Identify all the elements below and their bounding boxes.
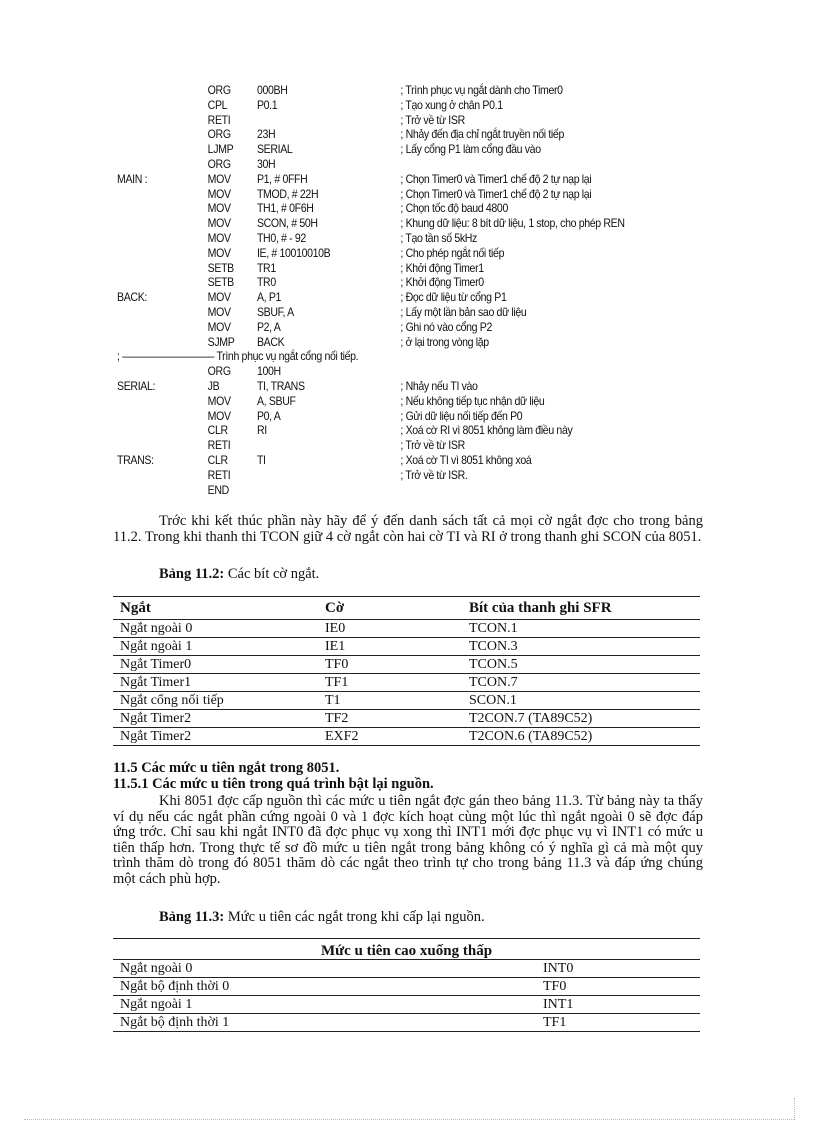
- code-line: [0, 157, 718, 172]
- code-line: [0, 261, 718, 276]
- cell-sfr-bit: TCON.7: [469, 675, 518, 690]
- table-row: [113, 728, 700, 746]
- code-opcode: MOV: [207, 230, 231, 245]
- caption-label: Bảng 11.2:: [159, 566, 225, 582]
- paragraph-flags-intro: Trớc khi kết thúc phần này hãy để ý đến danh sách tất cả mọi cờ ngắt đợc cho trong bảng 11.2. Trong khi thanh thi TCON giữ 4 cờ ngắt còn hai cờ TI và RI ở trong thanh ghi SCON của 8051.: [113, 513, 703, 545]
- table-row: [113, 620, 700, 638]
- table-row: [113, 638, 700, 656]
- code-label: SERIAL:: [117, 378, 156, 393]
- code-comment: ; Lấy một lần bản sao dữ liệu: [400, 304, 527, 319]
- cell-flag: EXF2: [325, 729, 359, 744]
- code-opcode: JB: [207, 378, 220, 393]
- table-row: [113, 656, 700, 674]
- cell-sfr-bit: SCON.1: [469, 693, 517, 708]
- code-opcode: MOV: [207, 408, 231, 423]
- code-line: [0, 231, 718, 246]
- code-line: [0, 468, 718, 483]
- table-11-3-caption: [159, 909, 485, 926]
- cell-interrupt: Ngắt Timer0: [120, 657, 192, 672]
- cell-flag: IE0: [325, 621, 346, 636]
- cell-interrupt: Ngắt bộ định thời 0: [120, 979, 230, 994]
- cell-interrupt: Ngắt ngoài 0: [120, 621, 193, 636]
- code-line: [0, 364, 718, 379]
- table-header-row: [113, 938, 700, 960]
- header-sfr-bit: Bít của thanh ghi SFR: [469, 600, 612, 616]
- code-comment: ; Trình phục vụ ngắt dành cho Timer0: [400, 83, 563, 97]
- code-opcode: SETB: [207, 275, 234, 290]
- cell-interrupt: Ngắt ngoài 1: [120, 639, 193, 654]
- caption-text: Các bít cờ ngắt.: [224, 566, 320, 582]
- code-line: [0, 379, 718, 394]
- code-opcode: MOV: [207, 245, 231, 260]
- code-line: [0, 349, 718, 364]
- cell-flag: TF2: [325, 711, 349, 726]
- code-operand: P0.1: [256, 97, 278, 112]
- cell-flag: T1: [325, 693, 341, 708]
- code-opcode: CPL: [207, 97, 228, 112]
- code-line: [0, 275, 718, 290]
- cell-source: TF0: [543, 979, 567, 994]
- code-operand: TH0, # - 92: [256, 230, 306, 245]
- code-operand: SERIAL: [256, 142, 293, 157]
- code-opcode: RETI: [207, 438, 231, 453]
- code-opcode: MOV: [207, 186, 231, 201]
- code-opcode: LJMP: [207, 142, 234, 157]
- code-line: [0, 187, 718, 202]
- code-comment: ; Trở về từ ISR: [400, 112, 465, 127]
- code-opcode: CLR: [207, 423, 228, 438]
- cell-sfr-bit: TCON.3: [469, 639, 518, 654]
- cell-interrupt: Ngắt ngoài 1: [120, 997, 193, 1012]
- table-11-2-caption: [159, 566, 319, 583]
- cell-flag: TF0: [325, 657, 349, 672]
- code-line: [0, 423, 718, 438]
- section-heading: 11.5 Các mức u tiên ngắt trong 8051.: [113, 760, 340, 776]
- code-comment: ; Chọn tốc độ baud 4800: [400, 201, 508, 216]
- cell-interrupt: Ngắt Timer1: [120, 675, 192, 690]
- code-line: [0, 335, 718, 350]
- assembly-code-listing: [0, 83, 718, 497]
- code-operand: TR0: [256, 275, 276, 290]
- code-label: MAIN :: [117, 171, 148, 186]
- code-operand: A, P1: [256, 290, 282, 305]
- code-operand: 000BH: [256, 83, 288, 97]
- header-interrupt: Ngắt: [120, 600, 151, 616]
- code-comment: ; Tạo xung ở chân P0.1: [400, 97, 503, 112]
- code-line: [0, 438, 718, 453]
- cell-interrupt: Ngắt Timer2: [120, 711, 192, 726]
- code-line: [0, 483, 718, 498]
- code-opcode: CLR: [207, 452, 228, 467]
- code-comment: ; Gửi dữ liệu nối tiếp đến P0: [400, 408, 523, 423]
- code-comment: ; Nhảy nếu TI vào: [400, 378, 478, 393]
- cell-sfr-bit: T2CON.6 (TA89C52): [469, 729, 593, 744]
- caption-text: Mức u tiên các ngắt trong khi cấp lại nguồn.: [224, 909, 485, 925]
- table-row: [113, 960, 700, 978]
- cell-interrupt: Ngắt bộ định thời 1: [120, 1015, 230, 1030]
- code-opcode: ORG: [207, 364, 231, 379]
- code-opcode: MOV: [207, 393, 231, 408]
- priority-table: [113, 938, 700, 1032]
- code-operand: P0, A: [256, 408, 281, 423]
- code-operand: P2, A: [256, 319, 281, 334]
- code-operand: 23H: [256, 127, 276, 142]
- code-line: [0, 305, 718, 320]
- code-comment: ; Khởi động Timer0: [400, 275, 484, 290]
- code-operand: TI: [256, 452, 266, 467]
- code-comment: ; Ghi nó vào cổng P2: [400, 319, 492, 334]
- code-operand: TI, TRANS: [256, 378, 305, 393]
- code-opcode: MOV: [207, 216, 231, 231]
- code-opcode: MOV: [207, 290, 231, 305]
- code-line: [0, 172, 718, 187]
- code-opcode: MOV: [207, 171, 231, 186]
- cell-interrupt: Ngắt Timer2: [120, 729, 192, 744]
- code-line: [0, 246, 718, 261]
- code-comment: ; Chọn Timer0 và Timer1 chế độ 2 tự nạp lại: [400, 171, 592, 186]
- page-border-bottom: [24, 1119, 794, 1120]
- code-operand: SCON, # 50H: [256, 216, 318, 231]
- code-opcode: END: [207, 482, 229, 497]
- code-line: [0, 98, 718, 113]
- code-comment: ; Nhảy đến địa chỉ ngắt truyền nối tiếp: [400, 127, 564, 142]
- code-label: BACK:: [117, 290, 147, 305]
- code-comment: ; Xoá cờ TI vì 8051 không xoá: [400, 452, 532, 467]
- code-comment: ; Nếu không tiếp tục nhận dữ liệu: [400, 393, 545, 408]
- paragraph-priority: Khi 8051 đợc cấp nguồn thì các mức u tiên ngắt đợc gán theo bảng 11.3. Từ bảng này ta thấy ví dụ nếu các ngắt phần cứng ngoài 0 và 1 đợc kích hoạt cùng một lúc thì ngắt ngoài 0 sẽ đợc đáp ứng trớc. Chỉ sau khi ngắt INT0 đã đợc phục vụ xong thì INT1 mới đợc phục vụ vì INT1 có mức u tiên thấp hơn. Trong thực tế sơ đồ mức u tiên ngắt trong bảng không có ý nghĩa gì cả mà một quy trình thăm dò trong đó 8051 thăm dò các ngắt theo trình tự cho trong bảng 11.3 và đáp ứng chúng một cách phù hợp.: [113, 793, 703, 887]
- code-line: [0, 142, 718, 157]
- code-comment: ; ở lại trong vòng lặp: [400, 334, 489, 349]
- cell-sfr-bit: TCON.1: [469, 621, 518, 636]
- page-border-right: [794, 1098, 795, 1120]
- code-section-comment: ; ————————— Trình phục vụ ngắt cổng nối tiếp.: [117, 349, 359, 364]
- code-opcode: SJMP: [207, 334, 235, 349]
- code-operand: 100H: [256, 364, 281, 379]
- code-comment: ; Đọc dữ liệu từ cổng P1: [400, 290, 507, 305]
- code-opcode: ORG: [207, 127, 231, 142]
- cell-flag: TF1: [325, 675, 349, 690]
- cell-interrupt: Ngắt cổng nối tiếp: [120, 693, 224, 708]
- table-row: [113, 978, 700, 996]
- code-line: [0, 394, 718, 409]
- code-opcode: SETB: [207, 260, 234, 275]
- code-opcode: RETI: [207, 112, 231, 127]
- table-row: [113, 692, 700, 710]
- code-operand: P1, # 0FFH: [256, 171, 308, 186]
- table-row: [113, 674, 700, 692]
- code-operand: TMOD, # 22H: [256, 186, 319, 201]
- code-comment: ; Lấy cổng P1 làm cổng đầu vào: [400, 142, 541, 157]
- cell-interrupt: Ngắt ngoài 0: [120, 961, 193, 976]
- code-line: [0, 409, 718, 424]
- cell-source: INT1: [543, 997, 574, 1012]
- code-line: [0, 453, 718, 468]
- code-operand: A, SBUF: [256, 393, 296, 408]
- code-line: [0, 290, 718, 305]
- interrupt-flags-table: [113, 596, 700, 746]
- code-comment: ; Chọn Timer0 và Timer1 chế độ 2 tự nạp lại: [400, 186, 592, 201]
- code-operand: TR1: [256, 260, 276, 275]
- code-line: [0, 113, 718, 128]
- code-comment: ; Trở về từ ISR.: [400, 467, 468, 482]
- code-comment: ; Tạo tần số 5kHz: [400, 230, 477, 245]
- code-line: [0, 216, 718, 231]
- caption-label: Bảng 11.3:: [159, 909, 225, 925]
- code-comment: ; Cho phép ngắt nối tiếp: [400, 245, 505, 260]
- code-line: [0, 127, 718, 142]
- cell-sfr-bit: T2CON.7 (TA89C52): [469, 711, 593, 726]
- code-operand: RI: [256, 423, 267, 438]
- code-line: [0, 320, 718, 335]
- cell-source: TF1: [543, 1015, 567, 1030]
- code-comment: ; Khởi động Timer1: [400, 260, 484, 275]
- cell-source: INT0: [543, 961, 574, 976]
- code-operand: BACK: [256, 334, 285, 349]
- table-header-row: [113, 596, 700, 620]
- cell-flag: IE1: [325, 639, 346, 654]
- code-line: [0, 83, 718, 98]
- cell-sfr-bit: TCON.5: [469, 657, 518, 672]
- code-operand: 30H: [256, 156, 276, 171]
- table-row: [113, 1014, 700, 1032]
- subsection-heading: 11.5.1 Các mức u tiên trong quá trình bật lại nguồn.: [113, 776, 434, 792]
- code-label: TRANS:: [117, 452, 154, 467]
- code-opcode: MOV: [207, 304, 231, 319]
- header-priority: Mức u tiên cao xuống thấp: [320, 943, 493, 959]
- code-opcode: MOV: [207, 319, 231, 334]
- code-operand: SBUF, A: [256, 304, 294, 319]
- code-line: [0, 201, 718, 216]
- code-comment: ; Xoá cờ RI vì 8051 không làm điều này: [400, 423, 573, 438]
- code-opcode: ORG: [207, 83, 231, 97]
- table-row: [113, 996, 700, 1014]
- code-operand: IE, # 10010010B: [256, 245, 331, 260]
- table-row: [113, 710, 700, 728]
- code-comment: ; Khung dữ liệu: 8 bít dữ liệu, 1 stop, cho phép REN: [400, 216, 625, 231]
- code-opcode: ORG: [207, 156, 231, 171]
- code-opcode: MOV: [207, 201, 231, 216]
- code-operand: TH1, # 0F6H: [256, 201, 314, 216]
- header-flag: Cờ: [325, 600, 345, 616]
- code-comment: ; Trở về từ ISR: [400, 438, 465, 453]
- code-opcode: RETI: [207, 467, 231, 482]
